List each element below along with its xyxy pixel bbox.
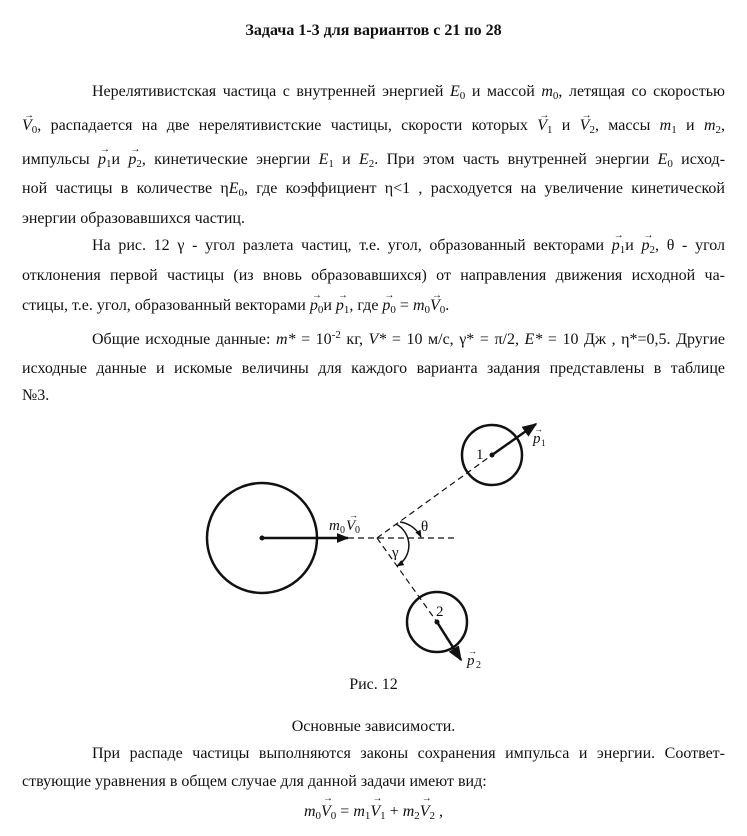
sub: 0 (552, 90, 559, 102)
sub: 0 (667, 158, 673, 170)
sub: 0 (315, 810, 322, 822)
sub: 2 (136, 158, 142, 170)
page-title: Задача 1-3 для вариантов с 21 по 28 (245, 22, 502, 39)
vector-V: → V (22, 117, 32, 135)
vector-p: → p (382, 297, 390, 315)
label-p1-sub: 1 (541, 438, 546, 448)
sub: 2 (715, 124, 721, 136)
vector-p: → p (310, 297, 318, 315)
text: и массой (465, 83, 542, 100)
text: = 10 (295, 331, 332, 348)
text: , летящая со скоростью (558, 83, 725, 100)
momentum-p2-arrow (437, 622, 461, 660)
label-particle-1: 1 (476, 447, 484, 463)
text: и (552, 117, 580, 134)
sub: 2 (368, 158, 375, 170)
vector-V: → V (420, 803, 430, 821)
label-m0: m (329, 518, 340, 534)
label-p2-sub: 2 (476, 660, 481, 671)
symbol-E-star: E* (524, 331, 543, 348)
text: = (395, 297, 413, 314)
text: На рис. 12 γ - угол разлета частиц, т.е. угол, образованный векторами (92, 237, 612, 254)
exponent: -2 (331, 329, 341, 341)
sub: 1 (105, 158, 112, 170)
vector-p: → p (98, 151, 106, 169)
label-p2-vector-arrow: → (468, 646, 477, 656)
symbol-m: m (541, 83, 553, 100)
figure-caption: Рис. 12 (349, 676, 398, 693)
paragraph-3-line-2: исходные данные и искомые величины для каждого варианта задания представлены в таблице (22, 360, 725, 377)
sub: 1 (380, 810, 386, 822)
momentum-p1-arrow (492, 424, 536, 455)
sub: 0 (390, 304, 396, 316)
text: и (333, 151, 360, 168)
text: , (721, 117, 725, 134)
label-theta: θ (421, 519, 429, 535)
text: исход- (672, 151, 726, 168)
sub: 1 (343, 304, 350, 316)
paragraph-2-line-2: отклонения первой частицы (из вновь образовавшихся) от направления движения исходной ча- (22, 267, 725, 284)
label-V0: V (346, 518, 356, 534)
label-particle-2: 2 (436, 604, 444, 620)
plus: + (385, 803, 403, 820)
vector-V: → V (370, 803, 380, 821)
vector-V: → V (321, 803, 331, 821)
sub: 0 (238, 187, 245, 199)
equals: = (336, 803, 354, 820)
paragraph-1-line-5: энергии образовавшихся частиц. (22, 210, 245, 227)
vector-p: → p (128, 151, 136, 169)
sub: 0 (317, 304, 324, 316)
text: и (676, 117, 704, 134)
sub: 2 (589, 124, 595, 136)
sub: 1 (546, 124, 553, 136)
sub: 1 (328, 158, 334, 170)
symbol-m-star: m* (275, 331, 296, 348)
symbol-E: E (359, 151, 369, 168)
sub: 1 (364, 810, 371, 822)
symbol-m: m (353, 803, 365, 820)
text: импульсы (22, 151, 98, 168)
symbol-m: m (659, 117, 672, 134)
sub: 0 (31, 124, 38, 136)
vector-V: → V (430, 297, 440, 315)
text: . При этом часть внутренней энергии (374, 151, 658, 168)
text: и (323, 297, 336, 314)
text: = 10 м/с, γ* = π/2, (386, 331, 525, 348)
particle-1-path-dashed (377, 455, 492, 538)
text: кг, (340, 331, 369, 348)
comma: , (435, 803, 444, 820)
symbol-m: m (303, 803, 316, 820)
paragraph-4-line-1: При распаде частицы выполняются законы сохранения импульса и энергии. Соответ- (92, 745, 725, 762)
text: Нерелятивистская частица с внутренней энергией (92, 83, 450, 100)
sub: 1 (671, 124, 677, 136)
text: , кинетические энергии (141, 151, 319, 168)
sub: 2 (429, 810, 436, 822)
vector-V: → V (580, 117, 590, 135)
symbol-E: E (228, 180, 239, 197)
text: . (445, 297, 450, 314)
label-m0-sub: 0 (340, 525, 345, 536)
sub: 2 (649, 244, 656, 256)
vector-p: → p (612, 237, 620, 255)
text: , где (349, 297, 383, 314)
particle-2-path-dashed (377, 538, 437, 622)
vector-p: → p (642, 237, 650, 255)
label-p2: p (467, 653, 475, 669)
text: , распадается на две нерелятивистские частицы, скорости которых (37, 117, 538, 134)
equation-momentum-conservation (0, 803, 747, 821)
paragraph-3-line-3: №3. (22, 387, 50, 404)
label-V0-sub: 0 (355, 525, 360, 536)
symbol-m: m (412, 297, 425, 314)
text: Общие исходные данные: (92, 331, 276, 348)
symbol-m: m (402, 803, 415, 820)
symbol-E: E (318, 151, 329, 168)
text: ной частицы в количестве η (22, 180, 229, 197)
text: , массы (594, 117, 660, 134)
vector-V: → V (537, 117, 547, 135)
symbol-V-star: V* (368, 331, 387, 348)
symbol-E: E (657, 151, 668, 168)
label-V0-vector-arrow: → (349, 510, 358, 520)
sub: 1 (619, 244, 626, 256)
sub: 0 (459, 90, 466, 102)
label-gamma: γ (392, 545, 399, 561)
label-p1-vector-arrow: → (534, 424, 543, 434)
symbol-m: m (703, 117, 716, 134)
text: и (625, 237, 642, 254)
sub: 0 (424, 304, 431, 316)
text: , где коэффициент η<1 , расходуется на увеличение кинетической (244, 180, 725, 197)
text: = 10 Дж , η*=0,5. Другие (542, 331, 726, 348)
section-title: Основные зависимости. (291, 718, 456, 735)
sub: 0 (439, 304, 446, 316)
text: и (111, 151, 129, 168)
symbol-E: E (449, 83, 460, 100)
paragraph-4-line-2: ствующие уравнения в общем случае для данной задачи имеют вид: (22, 773, 487, 790)
label-p1: p (533, 431, 541, 447)
sub: 0 (330, 810, 337, 822)
sub: 2 (414, 810, 420, 822)
text: стицы, т.е. угол, образованный векторами (22, 297, 310, 314)
text: , θ - угол (655, 237, 726, 254)
vector-p: → p (336, 297, 344, 315)
